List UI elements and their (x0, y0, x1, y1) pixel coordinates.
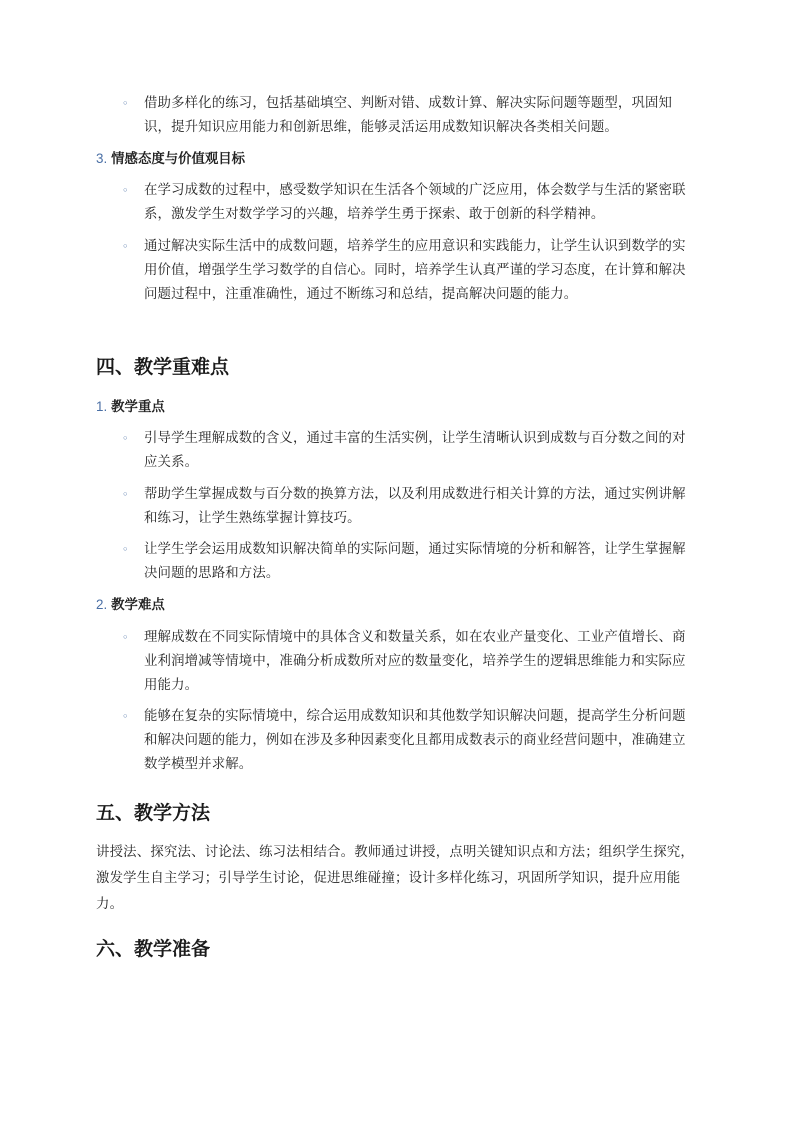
list-bullet: ◦ (122, 97, 129, 110)
list-bullet: ◦ (122, 488, 129, 501)
list-number: 1. (96, 399, 108, 414)
list-bullet: ◦ (122, 631, 129, 644)
subheading-difficulties (96, 593, 165, 618)
list-bullet: ◦ (122, 184, 129, 197)
list-item (122, 483, 698, 531)
list-heading-label: 情感态度与价值观目标 (111, 152, 246, 167)
methods-paragraph: 讲授法、探究法、讨论法、练习法相结合。教师通过讲授，点明关键知识点和方法；组织学生探究，激发学生自主学习；引导学生讨论，促进思维碰撞；设计多样化练习，巩固所学知识，提升应用能力。 (96, 845, 694, 912)
list-item-text: 在学习成数的过程中，感受数学知识在生活各个领域的广泛应用，体会数学与生活的紧密联系，激发学生对数学学习的兴趣，培养学生勇于探索、敢于创新的科学精神。 (144, 183, 686, 222)
list-item-text: 通过解决实际生活中的成数问题，培养学生的应用意识和实践能力，让学生认识到数学的实用价值，增强学生学习数学的自信心。同时，培养学生认真严谨的学习态度，在计算和解决问题过程中，注重准确性，通过不断练习和总结，提高解决问题的能力。 (144, 239, 686, 302)
list-item (122, 626, 698, 698)
section-heading-preparation: 六、教学准备 (96, 938, 211, 960)
list-item (122, 705, 698, 777)
list-item (122, 179, 698, 227)
list-item-text: 理解成数在不同实际情境中的具体含义和数量关系，如在农业产量变化、工业产值增长、商业利润增减等情境中，准确分析成数所对应的数量变化，培养学生的逻辑思维能力和实际应用能力。 (144, 630, 686, 693)
section-heading-key-points: 四、教学重难点 (96, 356, 230, 378)
objective-heading-emotion (96, 147, 245, 172)
list-item-text: 引导学生理解成数的含义，通过丰富的生活实例，让学生清晰认识到成数与百分数之间的对应关系。 (144, 431, 686, 470)
list-heading-label: 教学难点 (111, 598, 165, 613)
list-item-text: 借助多样化的练习，包括基础填空、判断对错、成数计算、解决实际问题等题型，巩固知识，提升知识应用能力和创新思维，能够灵活运用成数知识解决各类相关问题。 (144, 96, 673, 135)
list-bullet: ◦ (122, 432, 129, 445)
list-bullet: ◦ (122, 710, 129, 723)
list-item (122, 92, 698, 140)
list-item-text: 能够在复杂的实际情境中，综合运用成数知识和其他数学知识解决问题，提高学生分析问题和解决问题的能力，例如在涉及多种因素变化且都用成数表示的商业经营问题中，准确建立数学模型并求解。 (144, 709, 686, 772)
list-number: 2. (96, 597, 108, 612)
list-bullet: ◦ (122, 240, 129, 253)
list-item (122, 427, 698, 475)
subheading-key-points (96, 395, 165, 420)
section-heading-methods: 五、教学方法 (96, 802, 211, 824)
list-item (122, 235, 698, 307)
list-item-text: 让学生学会运用成数知识解决简单的实际问题，通过实际情境的分析和解答，让学生掌握解决问题的思路和方法。 (144, 542, 686, 581)
list-heading-label: 教学重点 (111, 400, 165, 415)
list-number: 3. (96, 151, 108, 166)
list-item (122, 538, 698, 586)
list-bullet: ◦ (122, 543, 129, 556)
list-item-text: 帮助学生掌握成数与百分数的换算方法，以及利用成数进行相关计算的方法，通过实例讲解和练习，让学生熟练掌握计算技巧。 (144, 487, 686, 526)
